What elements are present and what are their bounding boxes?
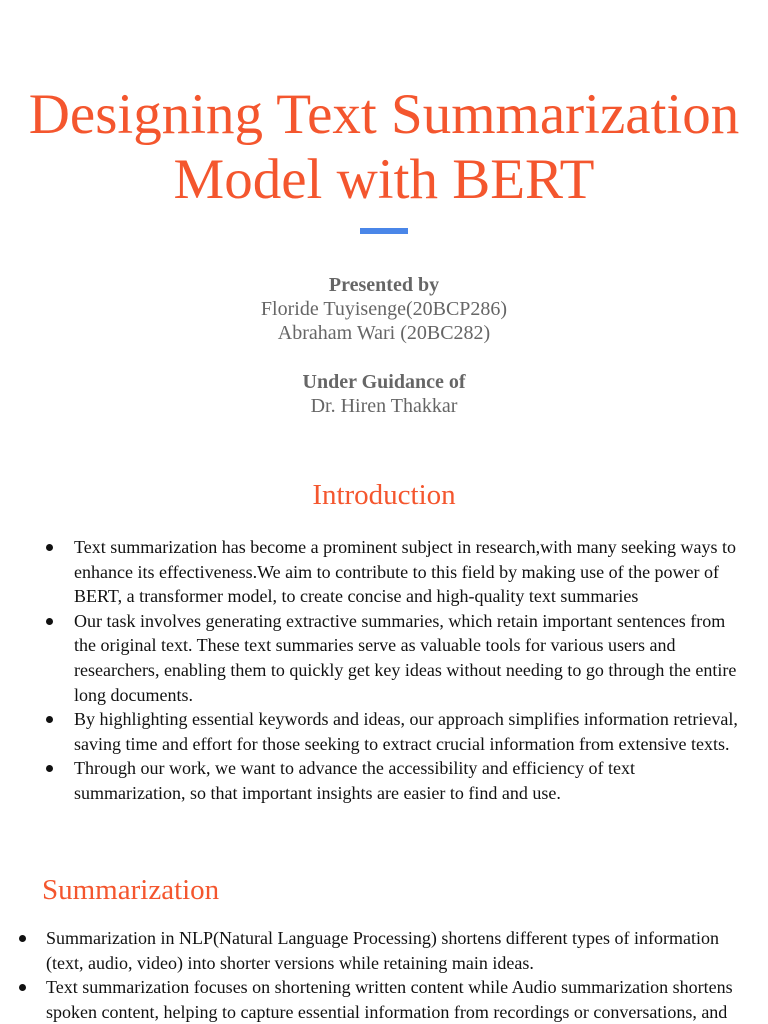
list-item-text: Our task involves generating extractive summaries, which retain important sentences from the original text. These text summaries serve as valuable tools for various users and researchers, enabling them to quickly get key ideas without needing to go through the entire long documents. — [74, 610, 737, 705]
document-title — [0, 82, 768, 212]
bullet-icon — [19, 984, 26, 991]
list-item — [46, 975, 746, 1024]
list-item-text: Text summarization focuses on shortening written content while Audio summarization shortens spoken content, helping to capture essential information from recordings or conversations, and — [46, 977, 733, 1022]
introduction-list — [74, 535, 744, 806]
guide-name: Dr. Hiren Thakkar — [310, 395, 458, 417]
guidance-block — [0, 370, 768, 418]
bullet-icon — [19, 935, 26, 942]
list-item — [74, 707, 744, 756]
list-item-text: Through our work, we want to advance the accessibility and efficiency of text summarization, so that important insights are easier to find and use. — [74, 758, 635, 803]
title-accent-bar — [360, 228, 408, 234]
presenter-name: Floride Tuyisenge(20BCP286) — [260, 298, 508, 320]
presenter-name: Abraham Wari (20BC282) — [277, 322, 491, 344]
bullet-icon — [46, 716, 53, 723]
list-item — [74, 756, 744, 805]
summarization-list — [46, 926, 746, 1024]
list-item-text: Summarization in NLP(Natural Language Processing) shortens different types of information (text, audio, video) into shorter versions while retaining main ideas. — [46, 928, 720, 973]
presenters-block — [0, 273, 768, 345]
guidance-label: Under Guidance of — [302, 371, 466, 393]
bullet-icon — [46, 765, 53, 772]
list-item — [74, 609, 744, 707]
summarization-heading: Summarization — [42, 874, 220, 906]
list-item-text: By highlighting essential keywords and ideas, our approach simplifies information retrieval, saving time and effort for those seeking to extract crucial information from extensive texts. — [74, 709, 738, 754]
list-item — [74, 535, 744, 609]
bullet-icon — [46, 618, 53, 625]
introduction-heading: Introduction — [312, 479, 456, 511]
list-item-text: Text summarization has become a prominent subject in research,with many seeking ways to enhance its effectiveness.We aim to contribute to this field by making use of the power of BERT, a transformer model, to create concise and high-quality text summaries — [74, 537, 737, 607]
title-line-1: Designing Text Summarization — [28, 83, 740, 146]
title-line-2: Model with BERT — [173, 148, 595, 211]
bullet-icon — [46, 544, 53, 551]
list-item — [46, 926, 746, 975]
presented-by-label: Presented by — [328, 274, 440, 296]
